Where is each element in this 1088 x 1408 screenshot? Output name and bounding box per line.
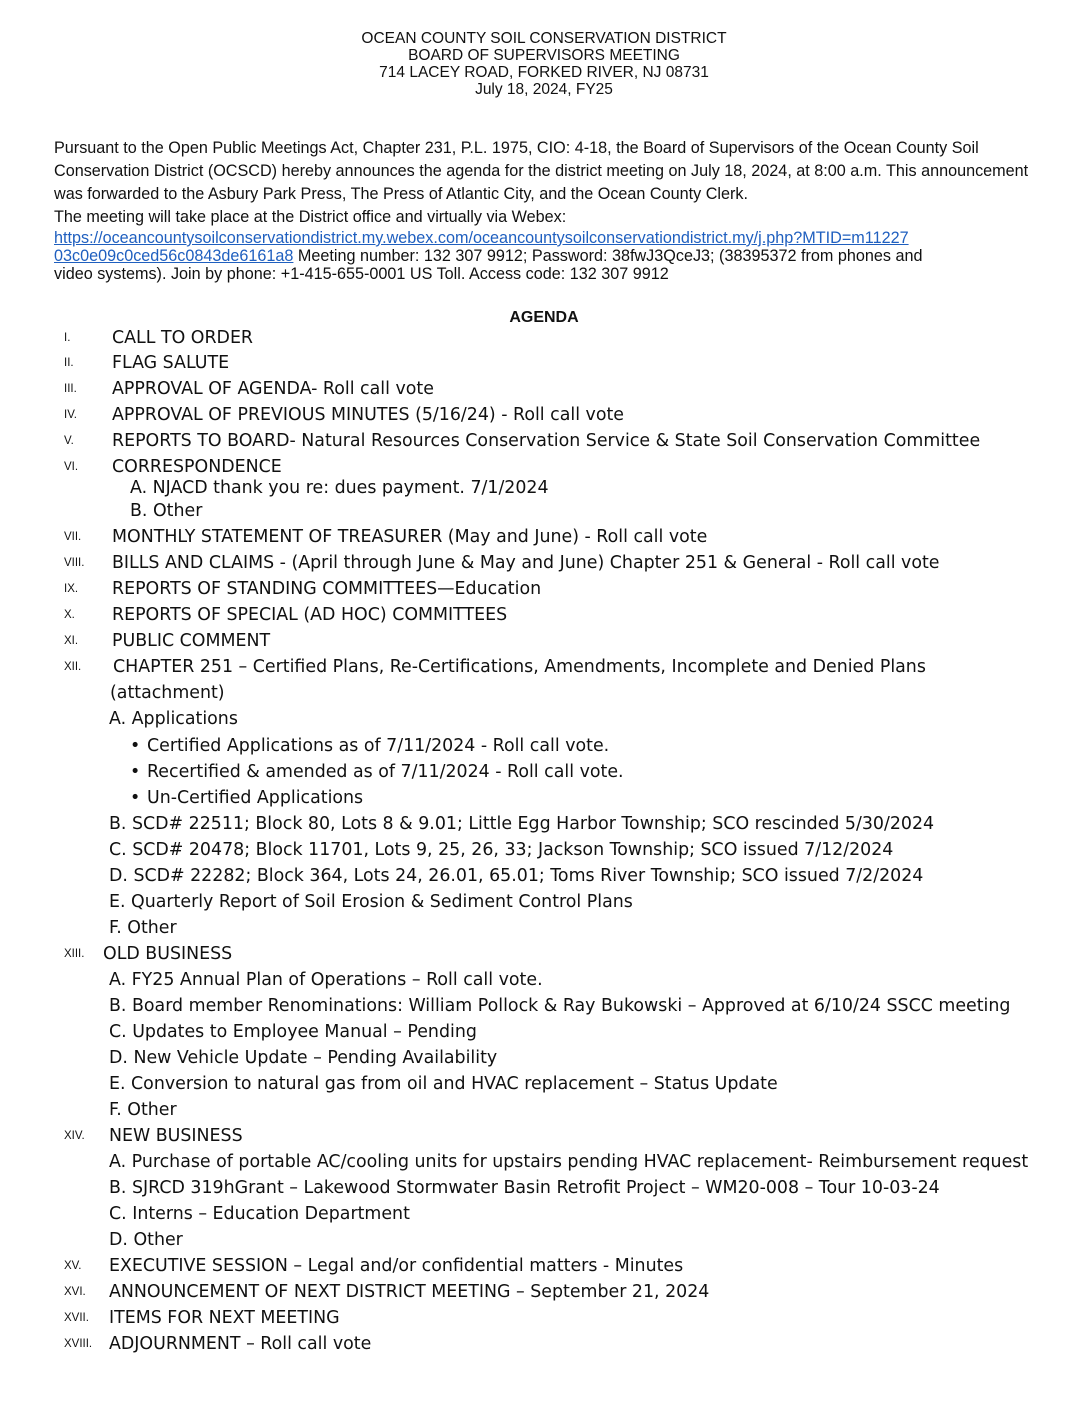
header-meeting-name: BOARD OF SUPERVISORS MEETING <box>408 47 680 64</box>
bullet-text: Un-Certified Applications <box>147 788 364 808</box>
webex-link-part2[interactable]: 03c0e09c0ced56c0843de6161a8 <box>54 247 294 265</box>
agenda-item: ANNOUNCEMENT OF NEXT DISTRICT MEETING – September 21, 2024 <box>109 1282 710 1302</box>
item-number: X. <box>64 609 75 621</box>
item-number: XI. <box>64 635 79 647</box>
sub-item: C. Interns – Education Department <box>109 1204 410 1224</box>
intro-paragraph: Pursuant to the Open Public Meetings Act, Chapter 231, P.L. 1975, CIO: 4-18, the Board of Supervisors of the Ocean County Soil Conservation District (OCSCD) hereby announces the agenda for the district meeting on July 18, 2024, at 8:00 a.m. This announcement was forwarded to the Asbury Park Press, The Press of Atlantic City, and the Ocean County Clerk. <box>54 139 1029 203</box>
agenda-title: AGENDA <box>509 309 579 326</box>
item-number: II. <box>64 357 74 369</box>
agenda-item: CHAPTER 251 – Certified Plans, Re-Certifications, Amendments, Incomplete and Denied Plans <box>113 657 926 677</box>
sub-item: F. Other <box>109 1100 177 1120</box>
item-number: VI. <box>64 461 79 473</box>
agenda-item: REPORTS OF SPECIAL (AD HOC) COMMITTEES <box>112 605 508 625</box>
agenda-item: APPROVAL OF AGENDA- Roll call vote <box>112 379 434 399</box>
bullet-icon: • <box>130 788 141 808</box>
sub-item: B. Board member Renominations: William Pollock & Ray Bukowski – Approved at 6/10/24 SSCC meeting <box>109 996 1011 1016</box>
item-number: IX. <box>64 583 79 595</box>
item-number: XVIII. <box>64 1338 93 1350</box>
sub-item: F. Other <box>109 918 177 938</box>
item-number: I. <box>64 332 71 344</box>
bullet-icon: • <box>130 736 141 756</box>
agenda-item: MONTHLY STATEMENT OF TREASURER (May and June) - Roll call vote <box>112 527 708 547</box>
header-district-name: OCEAN COUNTY SOIL CONSERVATION DISTRICT <box>361 30 727 47</box>
agenda-item: CORRESPONDENCE <box>112 457 282 477</box>
sub-item: D. Other <box>109 1230 183 1250</box>
sub-item: E. Conversion to natural gas from oil and HVAC replacement – Status Update <box>109 1074 778 1094</box>
agenda-item: CALL TO ORDER <box>112 328 254 348</box>
item-number: XVII. <box>64 1312 89 1324</box>
bullet-text: Recertified & amended as of 7/11/2024 - Roll call vote. <box>147 762 624 782</box>
webex-link-part1[interactable]: https://oceancountysoilconservationdistrict.my.webex.com/oceancountysoilconservationdistrict.my/j.php?MTID=m11227 <box>54 229 909 247</box>
webex-details <box>54 229 1044 283</box>
bullet-icon: • <box>130 762 141 782</box>
document-header <box>0 30 1088 98</box>
item-number: XV. <box>64 1260 82 1272</box>
header-date: July 18, 2024, FY25 <box>475 81 613 98</box>
webex-line: The meeting will take place at the District office and virtually via Webex: <box>54 208 567 226</box>
item-number: III. <box>64 383 77 395</box>
sub-item: A. Purchase of portable AC/cooling units for upstairs pending HVAC replacement- Reimbursement request <box>109 1152 1029 1172</box>
sub-item: C. SCD# 20478; Block 11701, Lots 9, 25, 26, 33; Jackson Township; SCO issued 7/12/2024 <box>109 840 894 860</box>
agenda-item: APPROVAL OF PREVIOUS MINUTES (5/16/24) - Roll call vote <box>112 405 625 425</box>
agenda-item: ADJOURNMENT – Roll call vote <box>109 1334 372 1354</box>
agenda-item: NEW BUSINESS <box>109 1126 243 1146</box>
sub-item: D. SCD# 22282; Block 364, Lots 24, 26.01, 65.01; Toms River Township; SCO issued 7/2/2024 <box>109 866 924 886</box>
agenda-item: OLD BUSINESS <box>103 944 233 964</box>
agenda-item: ITEMS FOR NEXT MEETING <box>109 1308 340 1328</box>
header-address: 714 LACEY ROAD, FORKED RIVER, NJ 08731 <box>379 64 709 81</box>
item-number: V. <box>64 435 74 447</box>
bullet-item <box>130 734 609 758</box>
meeting-info: Meeting number: 132 307 9912; Password: 38fwJ3QceJ3; (38395372 from phones and <box>293 247 923 265</box>
agenda-item: REPORTS OF STANDING COMMITTEES—Education <box>112 579 542 599</box>
item-number: XIV. <box>64 1130 85 1142</box>
item-number: VIII. <box>64 557 85 569</box>
item-number: XVI. <box>64 1286 86 1298</box>
sub-item: C. Updates to Employee Manual – Pending <box>109 1022 477 1042</box>
sub-item: A. Applications <box>109 709 238 729</box>
sub-item: A. NJACD thank you re: dues payment. 7/1/2024 <box>130 478 549 498</box>
sub-item: B. SCD# 22511; Block 80, Lots 8 & 9.01; Little Egg Harbor Township; SCO rescinded 5/30/2024 <box>109 814 935 834</box>
agenda-item: EXECUTIVE SESSION – Legal and/or confidential matters - Minutes <box>109 1256 684 1276</box>
sub-item: D. New Vehicle Update – Pending Availability <box>109 1048 498 1068</box>
agenda-item: FLAG SALUTE <box>112 353 230 373</box>
phone-info: video systems). Join by phone: +1-415-655-0001 US Toll. Access code: 132 307 9912 <box>54 265 669 283</box>
item-number: VII. <box>64 531 82 543</box>
sub-item: E. Quarterly Report of Soil Erosion & Sediment Control Plans <box>109 892 633 912</box>
bullet-text: Certified Applications as of 7/11/2024 - Roll call vote. <box>147 736 610 756</box>
item-number: IV. <box>64 409 78 421</box>
agenda-item-continuation: (attachment) <box>110 683 225 703</box>
sub-item: B. SJRCD 319hGrant – Lakewood Stormwater Basin Retrofit Project – WM20-008 – Tour 10-03-24 <box>109 1178 940 1198</box>
agenda-item: BILLS AND CLAIMS - (April through June & May and June) Chapter 251 & General - Roll call vote <box>112 553 940 573</box>
bullet-item <box>130 760 624 784</box>
agenda-item: REPORTS TO BOARD- Natural Resources Conservation Service & State Soil Conservation Committee <box>112 431 981 451</box>
item-number: XIII. <box>64 948 85 960</box>
sub-item: A. FY25 Annual Plan of Operations – Roll call vote. <box>109 970 543 990</box>
intro-section <box>54 137 1044 283</box>
item-number: XII. <box>64 661 82 673</box>
bullet-item <box>130 786 363 810</box>
agenda-item: PUBLIC COMMENT <box>112 631 271 651</box>
sub-item: B. Other <box>130 501 203 521</box>
